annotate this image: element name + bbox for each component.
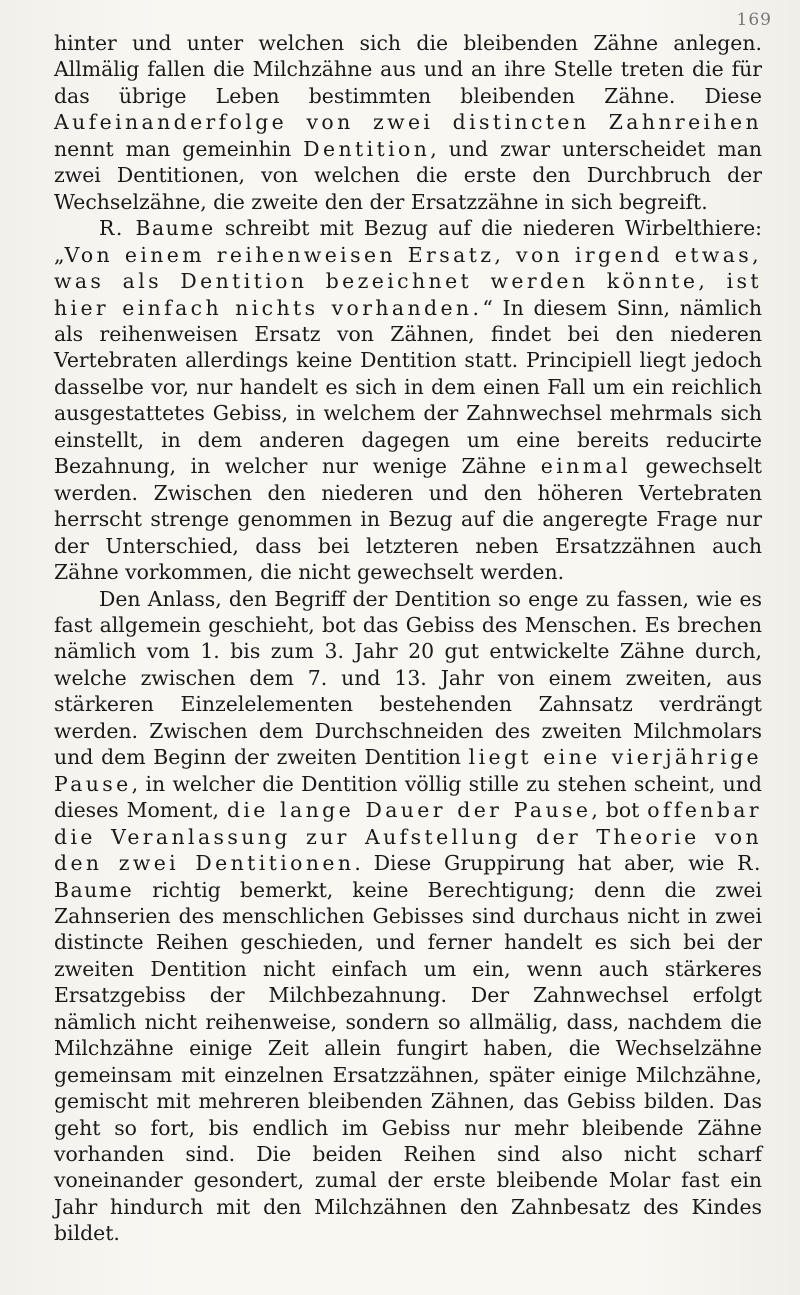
paragraph xyxy=(54,586,762,1247)
author-name: R. Baume xyxy=(54,851,762,902)
body-text xyxy=(54,30,762,1247)
emphasized-text: offenbar die Veranlassung zur Aufstellung der Theorie von den zwei Dentitionen xyxy=(54,798,762,876)
author-name: R. Baume xyxy=(99,216,215,241)
emphasized-text: Von einem reihenweisen Ersatz, von irgend etwas, was als Dentition bezeichnet werden könnte, ist hier einfach nichts vorhanden. xyxy=(54,242,762,320)
text-run: . Diese Gruppirung hat aber, wie xyxy=(354,851,738,876)
emphasized-text: Aufeinanderfolge von zwei distincten Zahnreihen xyxy=(54,110,762,135)
emphasized-text: liegt eine vierjährige Pause xyxy=(54,745,762,796)
paragraph xyxy=(54,215,762,585)
text-run: , und zwar unterscheidet man zwei Dentitionen, von welchen die erste den Durchbruch der Wechselzähne, die zweite den der Ersatzzähne in sich begreift. xyxy=(54,136,762,214)
text-run: “ In diesem Sinn, nämlich als reihenweisen Ersatz von Zähnen, findet bei den niederen Vertebraten allerdings keine Dentition statt. Principiell liegt jedoch dasselbe vor, nur handelt es sich in dem einen Fall um ein reichlich ausgestattetes Gebiss, in welchem der Zahnwechsel mehrmals sich einstellt, in dem anderen dagegen um eine bereits reducirte Bezahnung, in welcher nur wenige Zähne xyxy=(54,295,762,479)
text-run: nennt man gemeinhin xyxy=(54,136,304,161)
text-run: , bot xyxy=(591,798,648,823)
text-run: , in welcher die Dentition völlig stille zu stehen scheint, und dieses Moment, xyxy=(54,771,762,823)
text-run: Den Anlass, den Begriff der Dentition so enge zu fassen, wie es fast allgemein geschieht, bot das Gebiss des Menschen. Es brechen nämlich vom 1. bis zum 3. Jahr 20 gut entwickelte Zähne durch, welche zwischen dem 7. und 13. Jahr von einem zweiten, aus stärkeren Einzelelementen bestehenden Zahnsatz verdrängt werden. Zwischen dem Durchschneiden des zweiten Milchmolars und dem Beginn der zweiten Dentition xyxy=(54,586,762,770)
text-run: schreibt mit Bezug auf die niederen Wirbelthiere: „ xyxy=(54,216,762,267)
page-number: 169 xyxy=(736,10,772,30)
paragraph xyxy=(54,30,762,215)
emphasized-text: einmal xyxy=(540,454,631,479)
emphasized-text: Dentition xyxy=(303,136,431,161)
text-run: hinter und unter welchen sich die bleibenden Zähne anlegen. Allmälig fallen die Milchzähne aus und an ihre Stelle treten die für das übrige Leben bestimmten bleibenden Zähne. Diese xyxy=(54,31,762,108)
text-run: gewechselt werden. Zwischen den niederen und den höheren Vertebraten herrscht strenge genommen in Bezug auf die angeregte Frage nur der Unterschied, dass bei letzteren neben Ersatzzähnen auch Zähne vorkommen, die nicht gewechselt werden. xyxy=(54,454,763,585)
emphasized-text: die lange Dauer der Pause xyxy=(226,798,592,823)
text-run: richtig bemerkt, keine Berechtigung; denn die zwei Zahnserien des menschlichen Gebisses sind durchaus nicht in zwei distincte Reihen geschieden, und ferner handelt es sich bei der zweiten Dentition nicht einfach um ein, wenn auch stärkeres Ersatzgebiss der Milchbezahnung. Der Zahnwechsel erfolgt nämlich nicht reihenweise, sondern so allmälig, dass, nachdem die Milchzähne einige Zeit allein fungirt haben, die Wechselzähne gemeinsam mit einzelnen Ersatzzähnen, später einige Milchzähne, gemischt mit mehreren bleibenden Zähnen, das Gebiss bilden. Das geht so fort, bis endlich im Gebiss nur mehr bleibende Zähne vorhanden sind. Die beiden Reihen sind also nicht scharf voneinander gesondert, zumal der erste bleibende Molar fast ein Jahr hindurch mit den Milchzähnen den Zahnbesatz des Kindes bildet. xyxy=(54,877,762,1246)
